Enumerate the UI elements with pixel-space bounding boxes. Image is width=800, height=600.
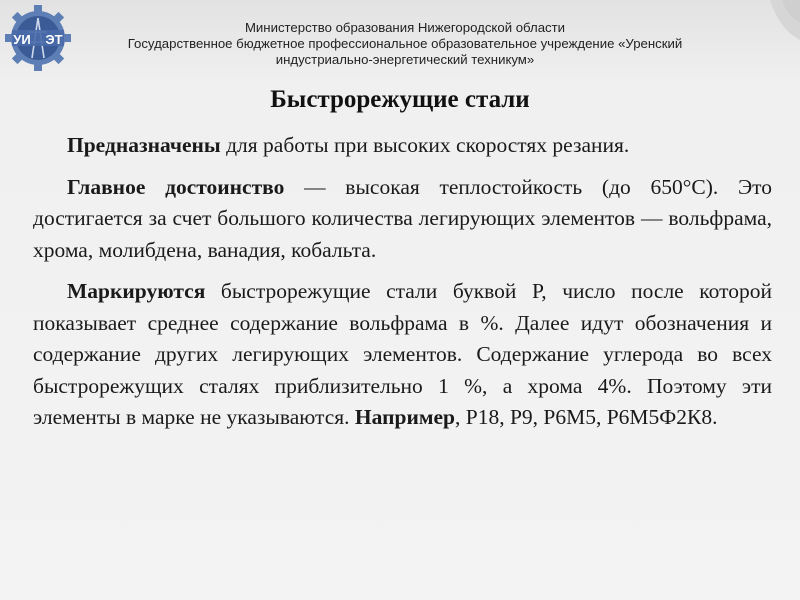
header-line-institution: Государственное бюджетное профессиональное образовательное учреждение «Уренский	[127, 36, 683, 51]
header-line-institution-cont: индустриально-энергетический техникум»	[275, 52, 535, 67]
paragraph-purpose-text: для работы при высоких скоростях резания.	[220, 133, 630, 157]
institution-header	[95, 20, 715, 68]
paragraph-example-bold: Например	[354, 405, 455, 429]
slide-body	[33, 130, 772, 444]
paragraph-purpose-bold: Предназначены	[67, 133, 221, 157]
paragraph-example-text: , Р18, Р9, Р6М5, Р6М5Ф2К8.	[454, 405, 718, 429]
logo-text-left: УИ	[13, 32, 31, 47]
paragraph-marking	[33, 276, 772, 434]
paragraph-advantage	[33, 172, 772, 267]
logo-text-right: ЭТ	[45, 32, 63, 47]
paragraph-purpose	[33, 130, 772, 162]
college-logo-icon	[5, 5, 71, 71]
slide-title: Быстрорежущие стали	[270, 86, 530, 113]
paragraph-marking-text: быстрорежущие стали буквой Р, число после которой показывает среднее содержание вольфрама в %. Далее идут обозначения и содержание других легирующих элементов. Содержание углерода во всех быстрорежущих сталях приблизительно 1 %, а хрома 4%. Поэтому эти элементы в марке не указываются.	[33, 279, 772, 429]
header-line-ministry: Министерство образования Нижегородской области	[244, 20, 566, 35]
paragraph-advantage-text: — высокая теплостойкость (до 650°С). Это достигается за счет большого количества легирующих элементов — вольфрама, хрома, молибдена, ванадия, кобальта.	[33, 174, 772, 262]
paragraph-advantage-bold: Главное достоинство	[67, 174, 285, 199]
corner-decoration-icon	[740, 0, 800, 50]
paragraph-marking-bold: Маркируются	[67, 279, 206, 303]
